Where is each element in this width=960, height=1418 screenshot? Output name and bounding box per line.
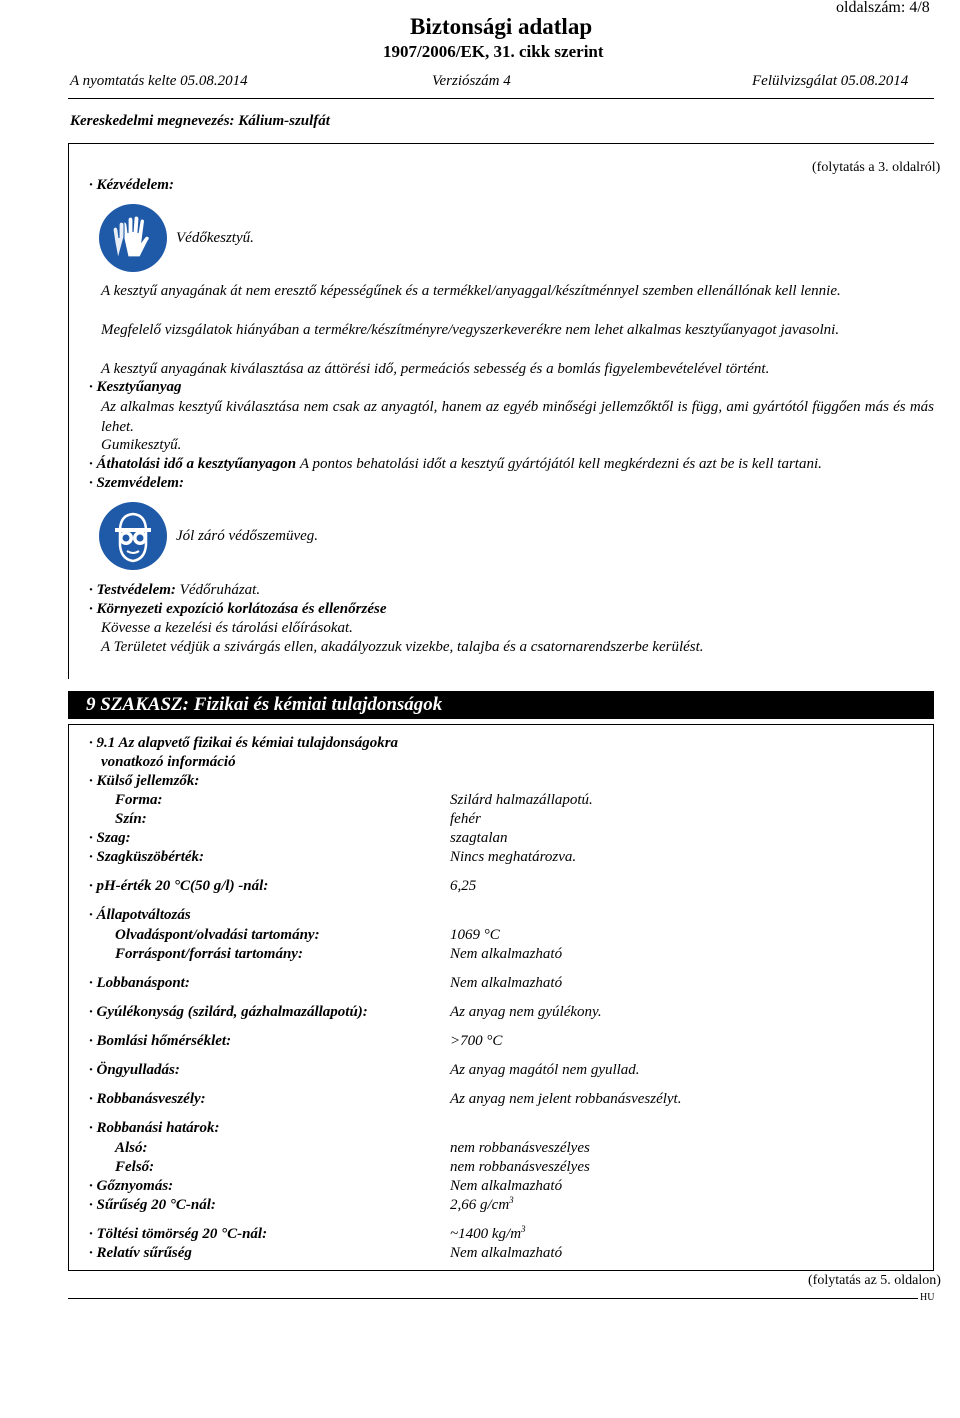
glove-testing-paragraph: Megfelelő vizsgálatok hiányában a termékre/készítményre/vegyszerkeverékre nem lehet alkalmas kesztyűanyagot javasolni.: [101, 322, 840, 338]
prop-label: Forráspont/forrási tartomány:: [115, 946, 303, 962]
revision-date: Felülvizsgálat 05.08.2014: [752, 73, 909, 89]
prop-label: Olvadáspont/olvadási tartomány:: [115, 927, 320, 943]
prop-label: · Töltési tömörség 20 °C-nál:: [89, 1226, 268, 1242]
prop-value: fehér: [450, 811, 481, 827]
gloves-caption: Védőkesztyű.: [176, 230, 254, 246]
prop-label: · pH-érték 20 °C(50 g/l) -nál:: [89, 878, 269, 894]
prop-label: Alsó:: [115, 1140, 148, 1156]
goggles-icon: [98, 501, 168, 571]
section-9-subheading-1: · 9.1 Az alapvető fizikai és kémiai tulajdonságokra: [89, 735, 399, 751]
prop-value: Nem alkalmazható: [450, 1245, 563, 1261]
prop-value: 6,25: [450, 878, 477, 894]
prop-label: · Külső jellemzők:: [89, 773, 200, 789]
prop-value-density: [450, 1197, 514, 1214]
environment-label: · Környezeti expozíció korlátozása és ellenőrzése: [89, 601, 387, 617]
prop-value: Az anyag nem gyúlékony.: [450, 1004, 602, 1020]
prop-value: nem robbanásveszélyes: [450, 1159, 590, 1175]
body-protection-value: Védőruházat.: [179, 582, 261, 598]
penetration-label: · Áthatolási idő a kesztyűanyagon: [89, 456, 297, 472]
continued-from: (folytatás a 3. oldalról): [812, 160, 941, 175]
prop-value: Nem alkalmazható: [450, 1178, 563, 1194]
glove-material-label: · Kesztyűanyag: [89, 379, 182, 395]
prop-label: · Gyúlékonyság (szilárd, gázhalmazállapotú):: [89, 1004, 368, 1020]
language-code: HU: [920, 1292, 935, 1303]
prop-label: · Szag:: [89, 830, 131, 846]
glove-material-value: Gumikesztyű.: [101, 437, 182, 453]
prop-value: Az anyag magától nem gyullad.: [450, 1062, 640, 1078]
prop-label: · Szagküszöbérték:: [89, 849, 205, 865]
density-value: 2,66 g/cm: [450, 1197, 510, 1213]
page-number: oldalszám: 4/8: [836, 0, 930, 16]
glove-selection-paragraph: A kesztyű anyagának kiválasztása az áttörési idő, permeációs sebesség és a bomlás figyelembevételével történt.: [101, 361, 770, 377]
print-date: A nyomtatás kelte 05.08.2014: [70, 73, 248, 89]
version-number: Verziószám 4: [432, 73, 511, 89]
gloves-icon: [98, 203, 168, 273]
prop-value: Nincs meghatározva.: [450, 849, 577, 865]
prop-value: Nem alkalmazható: [450, 946, 563, 962]
prop-value: Az anyag nem jelent robbanásveszélyt.: [450, 1091, 682, 1107]
density-exponent: 3: [509, 1195, 514, 1205]
bulk-density-exponent: 3: [521, 1224, 526, 1234]
prop-label: Szín:: [115, 811, 147, 827]
section-9-subheading-2: vonatkozó információ: [101, 754, 236, 770]
prop-value: nem robbanásveszélyes: [450, 1140, 590, 1156]
prop-value: szagtalan: [450, 830, 508, 846]
document-subtitle: 1907/2006/EK, 31. cikk szerint: [383, 42, 604, 61]
prop-label: · Állapotváltozás: [89, 907, 191, 923]
body-protection-label: · Testvédelem:: [89, 582, 176, 598]
prop-label: Forma:: [115, 792, 163, 808]
prop-label: · Bomlási hőmérséklet:: [89, 1033, 232, 1049]
hand-protection-label: · Kézvédelem:: [89, 177, 174, 193]
environment-line2: A Területet védjük a szivárgás ellen, akadályozzuk vizekbe, talajba és a csatornarendszerbe kerülést.: [101, 639, 704, 655]
trade-name: Kereskedelmi megnevezés: Kálium-szulfát: [70, 113, 330, 129]
bulk-density-value: ~1400 kg/m: [450, 1226, 522, 1242]
prop-value-bulk-density: [450, 1226, 526, 1243]
prop-value: Nem alkalmazható: [450, 975, 563, 991]
prop-value: Szilárd halmazállapotú.: [450, 792, 593, 808]
trade-divider: [68, 143, 934, 144]
continued-on: (folytatás az 5. oldalon): [808, 1273, 941, 1288]
prop-label: · Gőznyomás:: [89, 1178, 174, 1194]
document-title: Biztonsági adatlap: [410, 14, 593, 39]
glove-material-paragraph: A kesztyű anyagának át nem eresztő képességűnek és a termékkel/anyaggal/készítménnyel szemben ellenállónak kell lennie.: [101, 283, 841, 299]
prop-label: · Öngyulladás:: [89, 1062, 180, 1078]
goggles-caption: Jól záró védőszemüveg.: [176, 528, 319, 544]
prop-label: · Lobbanáspont:: [89, 975, 190, 991]
environment-line1: Kövesse a kezelési és tárolási előírásokat.: [101, 620, 353, 636]
eye-protection-label: · Szemvédelem:: [89, 475, 184, 491]
penetration-text: A pontos behatolási időt a kesztyű gyártójától kell megkérdezni és azt be is kell tartani.: [299, 456, 822, 472]
prop-value: 1069 °C: [450, 927, 500, 943]
prop-label: · Robbanási határok:: [89, 1120, 220, 1136]
left-margin-line: [68, 143, 69, 679]
prop-label: · Sűrűség 20 °C-nál:: [89, 1197, 216, 1213]
penetration-row: [89, 456, 822, 473]
prop-value: >700 °C: [450, 1033, 503, 1049]
body-protection-row: [89, 582, 260, 599]
footer-divider: [68, 1298, 934, 1299]
section-9-title: 9 SZAKASZ: Fizikai és kémiai tulajdonságok: [86, 694, 443, 715]
prop-label: Felső:: [115, 1159, 155, 1175]
prop-label: · Robbanásveszély:: [89, 1091, 206, 1107]
glove-material-text: Az alkalmas kesztyű kiválasztása nem csak az anyagtól, hanem az egyéb minőségi jellemzőktől is függ, ami gyártótól függően más és más lehet.: [101, 399, 934, 435]
header-divider: [68, 98, 934, 99]
prop-label: · Relatív sűrűség: [89, 1245, 192, 1261]
